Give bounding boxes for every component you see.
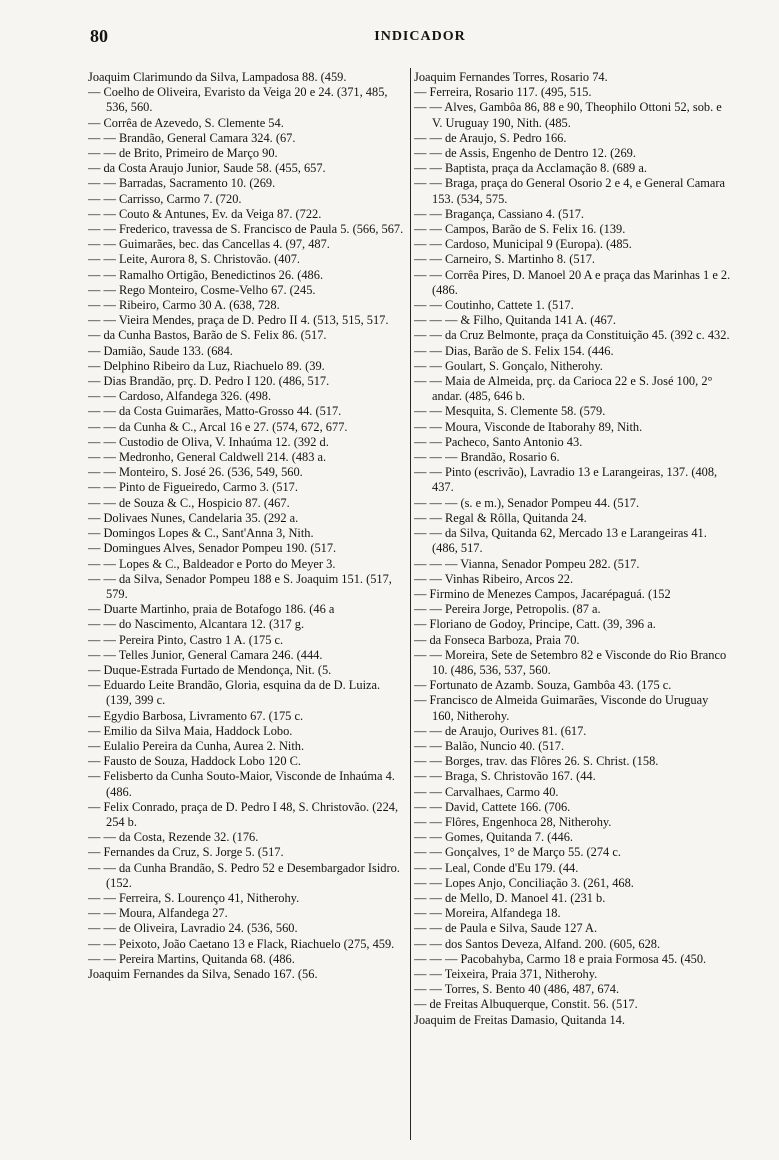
running-title: INDICADOR xyxy=(374,29,466,44)
directory-entry: — — Monteiro, S. José 26. (536, 549, 560. xyxy=(88,465,303,480)
directory-entry: — — Cardoso, Municipal 9 (Europa). (485. xyxy=(414,237,632,252)
directory-entry: — Corrêa de Azevedo, S. Clemente 54. xyxy=(88,115,284,130)
left-column xyxy=(88,70,408,1140)
directory-entry: — Firmino de Menezes Campos, Jacarépaguá. (152 xyxy=(414,586,671,601)
directory-entry: — — Mesquita, S. Clemente 58. (579. xyxy=(414,404,606,419)
directory-entry: — — David, Cattete 166. (706. xyxy=(414,799,571,814)
directory-entry: — — Balão, Nuncio 40. (517. xyxy=(414,738,565,753)
directory-entry: — — Goulart, S. Gonçalo, Nitherohy. xyxy=(414,358,603,373)
directory-entry: — — Vieira Mendes, praça de D. Pedro II 4. (513, 515, 517. xyxy=(88,313,389,328)
directory-entry: — Emilio da Silva Maia, Haddock Lobo. xyxy=(88,723,293,738)
directory-entry: — Dias Brandão, prç. D. Pedro I 120. (486, 517. xyxy=(88,374,330,389)
directory-entry: — — Baptista, praça da Acclamação 8. (689 a. xyxy=(414,161,647,176)
directory-entry: — — Ferreira, S. Lourenço 41, Nitherohy. xyxy=(88,890,300,905)
directory-entry: Joaquim Clarimundo da Silva, Lampadosa 88. (459. xyxy=(88,70,347,84)
directory-entry: — — Lopes Anjo, Conciliação 3. (261, 468. xyxy=(414,875,634,890)
directory-entry: — — Vinhas Ribeiro, Arcos 22. xyxy=(414,571,574,586)
directory-entry: — — Carneiro, S. Martinho 8. (517. xyxy=(414,252,596,267)
directory-entry: — Fernandes da Cruz, S. Jorge 5. (517. xyxy=(88,845,284,860)
directory-entry: — — Telles Junior, General Camara 246. (444. xyxy=(88,647,323,662)
directory-entry: — de Freitas Albuquerque, Constit. 56. (517. xyxy=(414,997,638,1012)
directory-entry: — Duque-Estrada Furtado de Mendonça, Nit. (5. xyxy=(88,662,332,677)
page-header xyxy=(90,26,750,48)
directory-entry: — — Regal & Rôlla, Quitanda 24. xyxy=(414,510,587,525)
directory-entry: Joaquim Fernandes da Silva, Senado 167. (56. xyxy=(88,966,318,981)
directory-entry: — — da Silva, Senador Pompeu 188 e S. Joaquim 151. (517, 579. xyxy=(88,571,392,601)
directory-entry: — — Moura, Visconde de Itaborahy 89, Nith. xyxy=(414,419,643,434)
directory-entry: — — Leal, Conde d'Eu 179. (44. xyxy=(414,860,579,875)
directory-entry: — — Frederico, travessa de S. Francisco de Paula 5. (566, 567. xyxy=(88,222,404,237)
directory-entry: — — — Vianna, Senador Pompeu 282. (517. xyxy=(414,556,640,571)
directory-entry: — — Moreira, Alfandega 18. xyxy=(414,906,561,921)
directory-entry: — — Gomes, Quitanda 7. (446. xyxy=(414,830,573,845)
directory-entry: — — Teixeira, Praia 371, Nitherohy. xyxy=(414,966,598,981)
page-number: 80 xyxy=(90,26,108,46)
directory-entry: — — Leite, Aurora 8, S. Christovão. (407. xyxy=(88,252,300,267)
directory-entry: — — do Nascimento, Alcantara 12. (317 g. xyxy=(88,617,305,632)
directory-entry: — — de Araujo, S. Pedro 166. xyxy=(414,130,567,145)
right-column xyxy=(414,70,732,1140)
directory-entry: — — Pereira Jorge, Petropolis. (87 a. xyxy=(414,602,601,617)
directory-entry: — — da Cunha Brandão, S. Pedro 52 e Desembargador Isidro. (152. xyxy=(88,860,400,890)
directory-entry: — da Fonseca Barboza, Praia 70. xyxy=(414,632,580,647)
directory-entry: — — Carvalhaes, Carmo 40. xyxy=(414,784,559,799)
directory-entry: — Ferreira, Rosario 117. (495, 515. xyxy=(414,85,592,100)
directory-entry: — — de Mello, D. Manoel 41. (231 b. xyxy=(414,890,606,905)
directory-entry: — Coelho de Oliveira, Evaristo da Veiga 20 e 24. (371, 485, 536, 560. xyxy=(88,85,388,115)
directory-entry: — da Cunha Bastos, Barão de S. Felix 86. (517. xyxy=(88,328,327,343)
directory-entry: — — Campos, Barão de S. Felix 16. (139. xyxy=(414,222,626,237)
directory-entry: — — da Costa Guimarães, Matto-Grosso 44. (517. xyxy=(88,404,342,419)
directory-entry: — — Barradas, Sacramento 10. (269. xyxy=(88,176,276,191)
directory-entry: — — Cardoso, Alfandega 326. (498. xyxy=(88,389,272,404)
directory-entry: — — Moreira, Sete de Setembro 82 e Visconde do Rio Branco 10. (486, 536, 537, 560. xyxy=(414,647,727,677)
directory-entry: — — Peixoto, João Caetano 13 e Flack, Riachuelo (275, 459. xyxy=(88,936,395,951)
directory-entry: — Delphino Ribeiro da Luz, Riachuelo 89. (39. xyxy=(88,358,325,373)
directory-entry: — — de Souza & C., Hospicio 87. (467. xyxy=(88,495,290,510)
directory-entry: Joaquim Fernandes Torres, Rosario 74. xyxy=(414,70,608,84)
directory-entry: — — Lopes & C., Baldeador e Porto do Meyer 3. xyxy=(88,556,336,571)
directory-entry: — — da Cunha & C., Arcal 16 e 27. (574, 672, 677. xyxy=(88,419,348,434)
directory-entry: — — de Brito, Primeiro de Março 90. xyxy=(88,146,278,161)
directory-entry: — Eduardo Leite Brandão, Gloria, esquina da de D. Luiza. (139, 399 c. xyxy=(88,678,381,708)
directory-entry: — — Gonçalves, 1° de Março 55. (274 c. xyxy=(414,845,621,860)
directory-entry: — — — Pacobahyba, Carmo 18 e praia Formosa 45. (450. xyxy=(414,951,707,966)
directory-entry: — — Flôres, Engenhoca 28, Nitherohy. xyxy=(414,814,612,829)
directory-entry: — — Rego Monteiro, Cosme-Velho 67. (245. xyxy=(88,282,316,297)
directory-entry: — Fausto de Souza, Haddock Lobo 120 C. xyxy=(88,754,302,769)
directory-entry: — — Bragança, Cassiano 4. (517. xyxy=(414,206,584,221)
directory-entry: — — Borges, trav. das Flôres 26. S. Christ. (158. xyxy=(414,754,659,769)
directory-entry: — Domingues Alves, Senador Pompeu 190. (517. xyxy=(88,541,337,556)
directory-entry: — Damião, Saude 133. (684. xyxy=(88,343,233,358)
directory-entry: — — Pereira Martins, Quitanda 68. (486. xyxy=(88,951,295,966)
directory-entry: — — Pinto (escrivão), Lavradio 13 e Larangeiras, 137. (408, 437. xyxy=(414,465,718,495)
directory-entry: — Dolivaes Nunes, Candelaria 35. (292 a. xyxy=(88,510,299,525)
directory-entry: — — de Paula e Silva, Saude 127 A. xyxy=(414,921,598,936)
directory-entry: — Felisberto da Cunha Souto-Maior, Visconde de Inhaúma 4. (486. xyxy=(88,769,395,799)
directory-entry: — — Pereira Pinto, Castro 1 A. (175 c. xyxy=(88,632,284,647)
directory-entry: — — dos Santos Deveza, Alfand. 200. (605, 628. xyxy=(414,936,661,951)
directory-entry: — Floriano de Godoy, Principe, Catt. (39, 396 a. xyxy=(414,617,656,632)
directory-entry: — — Guimarães, bec. das Cancellas 4. (97, 487. xyxy=(88,237,330,252)
directory-entry: — — Braga, praça do General Osorio 2 e 4, e General Camara 153. (534, 575. xyxy=(414,176,726,206)
directory-entry: Joaquim de Freitas Damasio, Quitanda 14. xyxy=(414,1012,625,1027)
directory-entry: — — Moura, Alfandega 27. xyxy=(88,906,228,921)
directory-entry: — — Pinto de Figueiredo, Carmo 3. (517. xyxy=(88,480,298,495)
directory-entry: — — da Cruz Belmonte, praça da Constituição 45. (392 c. 432. xyxy=(414,328,730,343)
directory-entry: — — Alves, Gambôa 86, 88 e 90, Theophilo Ottoni 52, sob. e V. Uruguay 190, Nith. (485. xyxy=(414,100,722,130)
directory-entry: — — Brandão, General Camara 324. (67. xyxy=(88,130,296,145)
directory-entry: — — Coutinho, Cattete 1. (517. xyxy=(414,298,574,313)
directory-entry: — Egydio Barbosa, Livramento 67. (175 c. xyxy=(88,708,304,723)
directory-entry: — — Carrisso, Carmo 7. (720. xyxy=(88,191,242,206)
directory-entry: — Domingos Lopes & C., Sant'Anna 3, Nith. xyxy=(88,526,314,541)
directory-entry: — — de Araujo, Ourives 81. (617. xyxy=(414,723,587,738)
directory-entry: — — Custodio de Oliva, V. Inhaúma 12. (392 d. xyxy=(88,434,329,449)
directory-entry: — — — Brandão, Rosario 6. xyxy=(414,450,560,465)
directory-entry: — — Dias, Barão de S. Felix 154. (446. xyxy=(414,343,614,358)
directory-entry: — — Braga, S. Christovão 167. (44. xyxy=(414,769,596,784)
directory-entry: — — de Assis, Engenho de Dentro 12. (269. xyxy=(414,146,636,161)
directory-entry: — Francisco de Almeida Guimarães, Visconde do Uruguay 160, Nitherohy. xyxy=(414,693,709,723)
directory-entry: — — Medronho, General Caldwell 214. (483 a. xyxy=(88,450,327,465)
directory-entry: — — da Costa, Rezende 32. (176. xyxy=(88,830,259,845)
directory-entry: — — Couto & Antunes, Ev. da Veiga 87. (722. xyxy=(88,206,322,221)
directory-entry: — — Torres, S. Bento 40 (486, 487, 674. xyxy=(414,982,620,997)
directory-entry: — — Maia de Almeida, prç. da Carioca 22 e S. José 100, 2° andar. (485, 646 b. xyxy=(414,374,713,404)
directory-entry: — — da Silva, Quitanda 62, Mercado 13 e Larangeiras 41. (486, 517. xyxy=(414,526,707,556)
column-divider xyxy=(410,68,411,1140)
directory-entry: — Fortunato de Azamb. Souza, Gambôa 43. (175 c. xyxy=(414,678,672,693)
directory-entry: — — — (s. e m.), Senador Pompeu 44. (517. xyxy=(414,495,640,510)
directory-entry: — Eulalio Pereira da Cunha, Aurea 2. Nith. xyxy=(88,738,305,753)
directory-entry: — Duarte Martinho, praia de Botafogo 186. (46 a xyxy=(88,602,335,617)
directory-entry: — — — & Filho, Quitanda 141 A. (467. xyxy=(414,313,617,328)
directory-entry: — da Costa Araujo Junior, Saude 58. (455, 657. xyxy=(88,161,326,176)
directory-entry: — — Pacheco, Santo Antonio 43. xyxy=(414,434,583,449)
directory-entry: — — Corrêa Pires, D. Manoel 20 A e praça das Marinhas 1 e 2. (486. xyxy=(414,267,731,297)
directory-entry: — Felix Conrado, praça de D. Pedro I 48, S. Christovão. (224, 254 b. xyxy=(88,799,399,829)
directory-entry: — — Ramalho Ortigão, Benedictinos 26. (486. xyxy=(88,267,324,282)
directory-entry: — — de Oliveira, Lavradio 24. (536, 560. xyxy=(88,921,298,936)
directory-entry: — — Ribeiro, Carmo 30 A. (638, 728. xyxy=(88,298,280,313)
